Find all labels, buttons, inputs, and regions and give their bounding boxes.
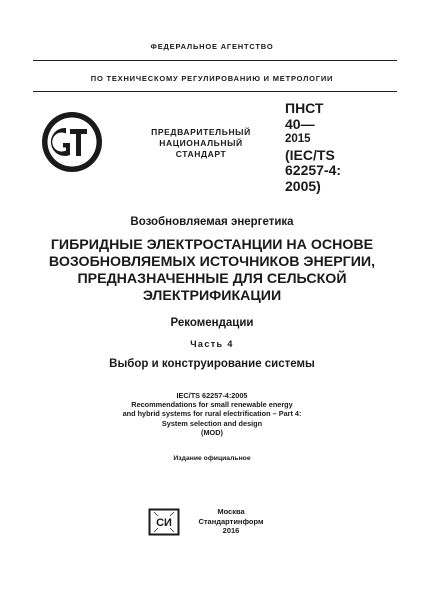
subtitle: Рекомендации bbox=[170, 317, 254, 329]
bottom-divider bbox=[33, 91, 397, 92]
standard-type bbox=[140, 127, 262, 160]
logo-letters: СИ bbox=[156, 517, 172, 529]
standartinform-logo-icon bbox=[148, 508, 180, 536]
main-title bbox=[20, 237, 404, 305]
publisher-info bbox=[186, 507, 276, 536]
reference-line-1: IEC/TS 62257-4:2005 bbox=[176, 391, 248, 400]
main-title-line-2: ВОЗОБНОВЛЯЕМЫХ ИСТОЧНИКОВ ЭНЕРГИИ, bbox=[48, 254, 376, 270]
publisher-city: Москва bbox=[217, 507, 245, 516]
code-line-1: ПНСТ bbox=[285, 100, 324, 116]
iec-reference bbox=[20, 391, 404, 437]
agency-line-1: ФЕДЕРАЛЬНОЕ АГЕНТСТВО bbox=[150, 42, 274, 51]
reference-line-3: and hybrid systems for rural electrification – Part 4: bbox=[122, 409, 302, 419]
standard-type-line-1: ПРЕДВАРИТЕЛЬНЫЙ bbox=[151, 127, 251, 137]
code-line-6: 2005) bbox=[285, 177, 321, 194]
top-divider bbox=[33, 60, 397, 61]
code-line-4: (IEC/TS bbox=[285, 146, 335, 163]
standard-type-line-2: НАЦИОНАЛЬНЫЙ bbox=[159, 138, 243, 148]
reference-line-2: Recommendations for small renewable energy bbox=[131, 400, 293, 410]
category-title: Возобновляемая энергетика bbox=[130, 216, 294, 228]
edition-note: Издание официальное bbox=[173, 455, 251, 462]
reference-line-4: System selection and design bbox=[161, 418, 263, 428]
agency-line-2: ПО ТЕХНИЧЕСКОМУ РЕГУЛИРОВАНИЮ И МЕТРОЛОГИИ bbox=[90, 74, 334, 83]
code-line-5: 62257-4: bbox=[285, 162, 342, 178]
main-title-line-4: ЭЛЕКТРИФИКАЦИИ bbox=[142, 288, 282, 304]
part-number: Часть 4 bbox=[190, 339, 234, 349]
part-title: Выбор и конструирование системы bbox=[109, 358, 315, 370]
main-title-line-1: ГИБРИДНЫЕ ЭЛЕКТРОСТАНЦИИ НА ОСНОВЕ bbox=[50, 237, 374, 253]
reference-line-5: (MOD) bbox=[201, 427, 223, 437]
standard-code bbox=[285, 101, 395, 194]
code-line-3: 2015 bbox=[285, 133, 311, 145]
standard-type-line-3: СТАНДАРТ bbox=[175, 149, 227, 159]
publisher-name: Стандартинформ bbox=[198, 516, 264, 526]
publisher-year: 2016 bbox=[222, 526, 240, 535]
gost-logo-icon bbox=[40, 110, 104, 174]
main-title-line-3: ПРЕДНАЗНАЧЕННЫЕ ДЛЯ СЕЛЬСКОЙ bbox=[77, 271, 347, 287]
code-line-2: 40— bbox=[285, 115, 315, 132]
